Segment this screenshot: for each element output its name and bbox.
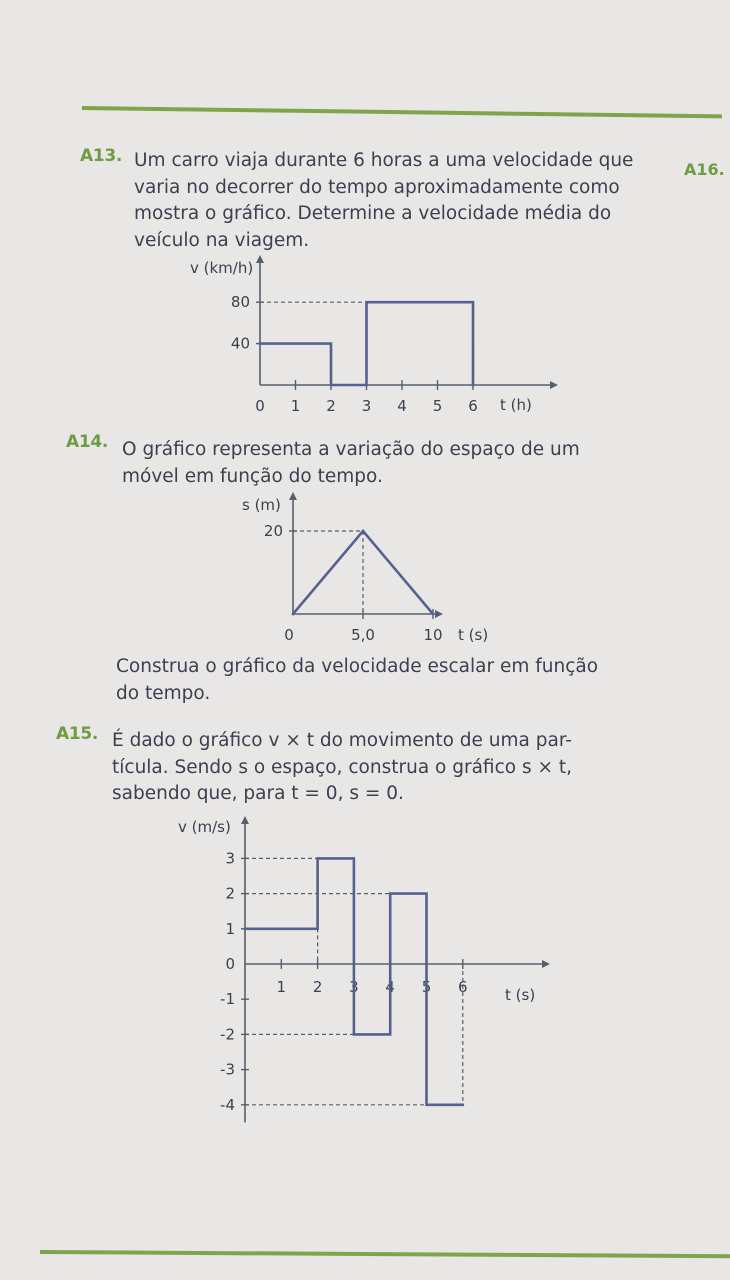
q13-line: mostra o gráfico. Determine a velocidade média do (134, 203, 612, 224)
x-axis-label: t (s) (505, 986, 536, 1004)
x-axis-arrow (550, 381, 558, 389)
x-tick-label: 0 (284, 626, 294, 644)
y-tick-label: 1 (225, 919, 235, 938)
q14-instruction (116, 654, 598, 707)
x-tick-label: 0 (255, 397, 265, 415)
data-series-line (260, 302, 473, 385)
q13-text (134, 148, 633, 254)
x-axis-arrow (542, 960, 550, 968)
x-tick-label: 4 (385, 978, 395, 996)
y-tick-label: -1 (220, 990, 235, 1009)
q13-line: Um carro viaja durante 6 horas a uma velocidade que (134, 150, 634, 171)
y-axis-arrow (256, 255, 264, 263)
y-tick-label: 2 (225, 884, 235, 903)
q15-number: A15. (56, 724, 99, 744)
q15-text (112, 728, 572, 808)
q15-line: sabendo que, para t = 0, s = 0. (112, 783, 404, 804)
x-tick-label: 5 (432, 397, 443, 415)
y-tick-label: 3 (225, 849, 235, 868)
top-divider (82, 106, 722, 118)
q14-number: A14. (66, 432, 109, 452)
x-tick-label: 2 (312, 978, 323, 996)
q14-text (122, 437, 580, 490)
x-tick-label: 3 (361, 397, 372, 415)
side-question-number: A16. (684, 160, 725, 179)
y-axis-arrow (241, 816, 249, 824)
y-tick-label: 20 (263, 522, 283, 540)
x-tick-label: 1 (276, 978, 287, 996)
x-axis-label: t (s) (458, 626, 489, 644)
q14-instruction-line: Construa o gráfico da velocidade escalar em função (116, 656, 599, 677)
q14-line: O gráfico representa a variação do espaço de um (122, 439, 580, 460)
q15-velocity-chart (170, 812, 560, 1132)
y-tick-label: -2 (220, 1025, 235, 1044)
y-tick-label: 40 (230, 334, 250, 353)
q14-line: móvel em função do tempo. (122, 465, 383, 487)
q13-number: A13. (80, 146, 123, 166)
x-axis-arrow (435, 610, 443, 618)
q15-line: tícula. Sendo s o espaço, construa o gráfico s × t, (112, 756, 572, 778)
x-tick-label: 5,0 (351, 626, 375, 644)
y-axis-label: v (km/h) (190, 259, 254, 277)
q14-position-chart (230, 492, 510, 647)
x-tick-label: 1 (290, 397, 301, 415)
x-axis-label: t (h) (500, 396, 532, 414)
q13-line: varia no decorrer do tempo aproximadamente como (134, 176, 620, 198)
x-tick-label: 3 (349, 978, 359, 996)
q13-line: veículo na viagem. (134, 229, 310, 251)
y-axis-label: v (m/s) (178, 818, 231, 836)
y-tick-label: 80 (230, 293, 250, 312)
x-tick-label: 10 (423, 626, 443, 644)
x-tick-label: 5 (421, 978, 432, 996)
y-tick-label: 0 (225, 955, 235, 973)
q15-line: É dado o gráfico v × t do movimento de uma par- (112, 730, 572, 751)
x-tick-label: 4 (397, 397, 407, 415)
bottom-divider (40, 1250, 730, 1258)
x-tick-label: 2 (326, 397, 336, 415)
y-axis-arrow (289, 492, 297, 500)
q14-instruction-line: do tempo. (116, 682, 211, 704)
y-axis-label: s (m) (242, 496, 281, 514)
y-tick-label: -3 (220, 1060, 235, 1079)
q13-velocity-chart (180, 255, 570, 420)
x-tick-label: 6 (458, 978, 468, 996)
y-tick-label: -4 (220, 1095, 235, 1114)
x-tick-label: 6 (468, 397, 478, 415)
